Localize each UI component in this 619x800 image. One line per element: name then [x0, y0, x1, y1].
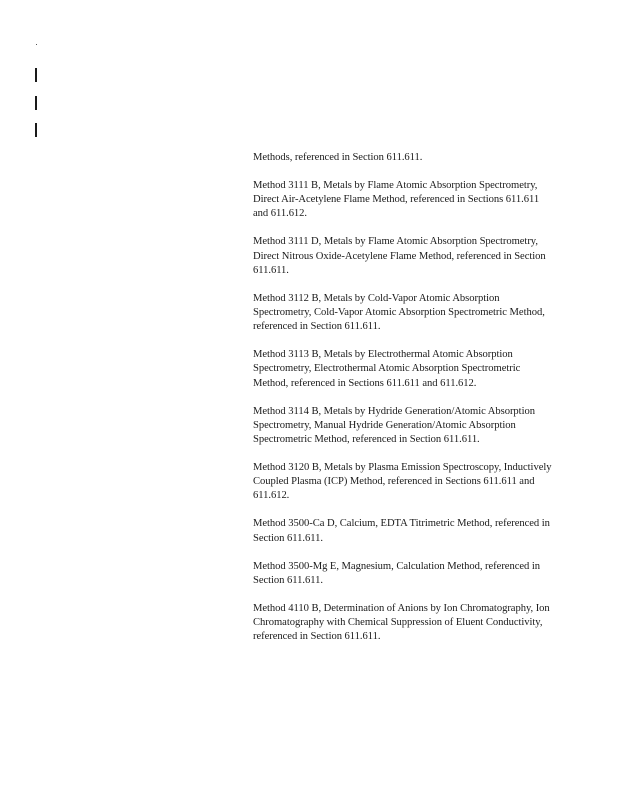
method-3500-mg-e-entry: Method 3500-Mg E, Magnesium, Calculation Method, referenced in Section 611.611. — [253, 560, 540, 586]
methods-intro-line: Methods, referenced in Section 611.611. — [253, 152, 423, 163]
method-3500-ca-d-entry: Method 3500-Ca D, Calcium, EDTA Titrimetric Method, referenced in Section 611.611. — [253, 518, 550, 544]
revision-bar-3 — [35, 123, 37, 137]
method-4110b-entry: Method 4110 B, Determination of Anions by Ion Chromatography, Ion Chromatography with Chemical Suppression of Eluent Conductivity, referenced in Section 611.611. — [253, 602, 550, 643]
method-3120b-entry: Method 3120 B, Metals by Plasma Emission Spectroscopy, Inductively Coupled Plasma (ICP) Method, referenced in Sections 611.611 and 611.612. — [253, 462, 552, 502]
methods-list — [253, 151, 553, 658]
revision-bar-1 — [35, 68, 37, 82]
revision-bar-2 — [35, 96, 37, 110]
method-3114b-entry: Method 3114 B, Metals by Hydride Generation/Atomic Absorption Spectrometry, Manual Hydride Generation/Atomic Absorption Spectrometric Method, referenced in Section 611.611. — [253, 405, 535, 446]
method-3111d-entry: Method 3111 D, Metals by Flame Atomic Absorption Spectrometry, Direct Nitrous Oxide-Acetylene Flame Method, referenced in Section 611.611. — [253, 236, 546, 276]
margin-speck — [36, 44, 37, 45]
method-3113b-entry: Method 3113 B, Metals by Electrothermal Atomic Absorption Spectrometry, Electrothermal Atomic Absorption Spectrometric Method, referenced in Sections 611.611 and 611.612. — [253, 349, 521, 389]
method-3111b-entry: Method 3111 B, Metals by Flame Atomic Absorption Spectrometry, Direct Air-Acetylene Flame Method, referenced in Sections 611.611 and 611.612. — [253, 180, 540, 220]
method-3112b-entry: Method 3112 B, Metals by Cold-Vapor Atomic Absorption Spectrometry, Cold-Vapor Atomic Absorption Spectrometric Method, referenced in Section 611.611. — [253, 292, 545, 333]
